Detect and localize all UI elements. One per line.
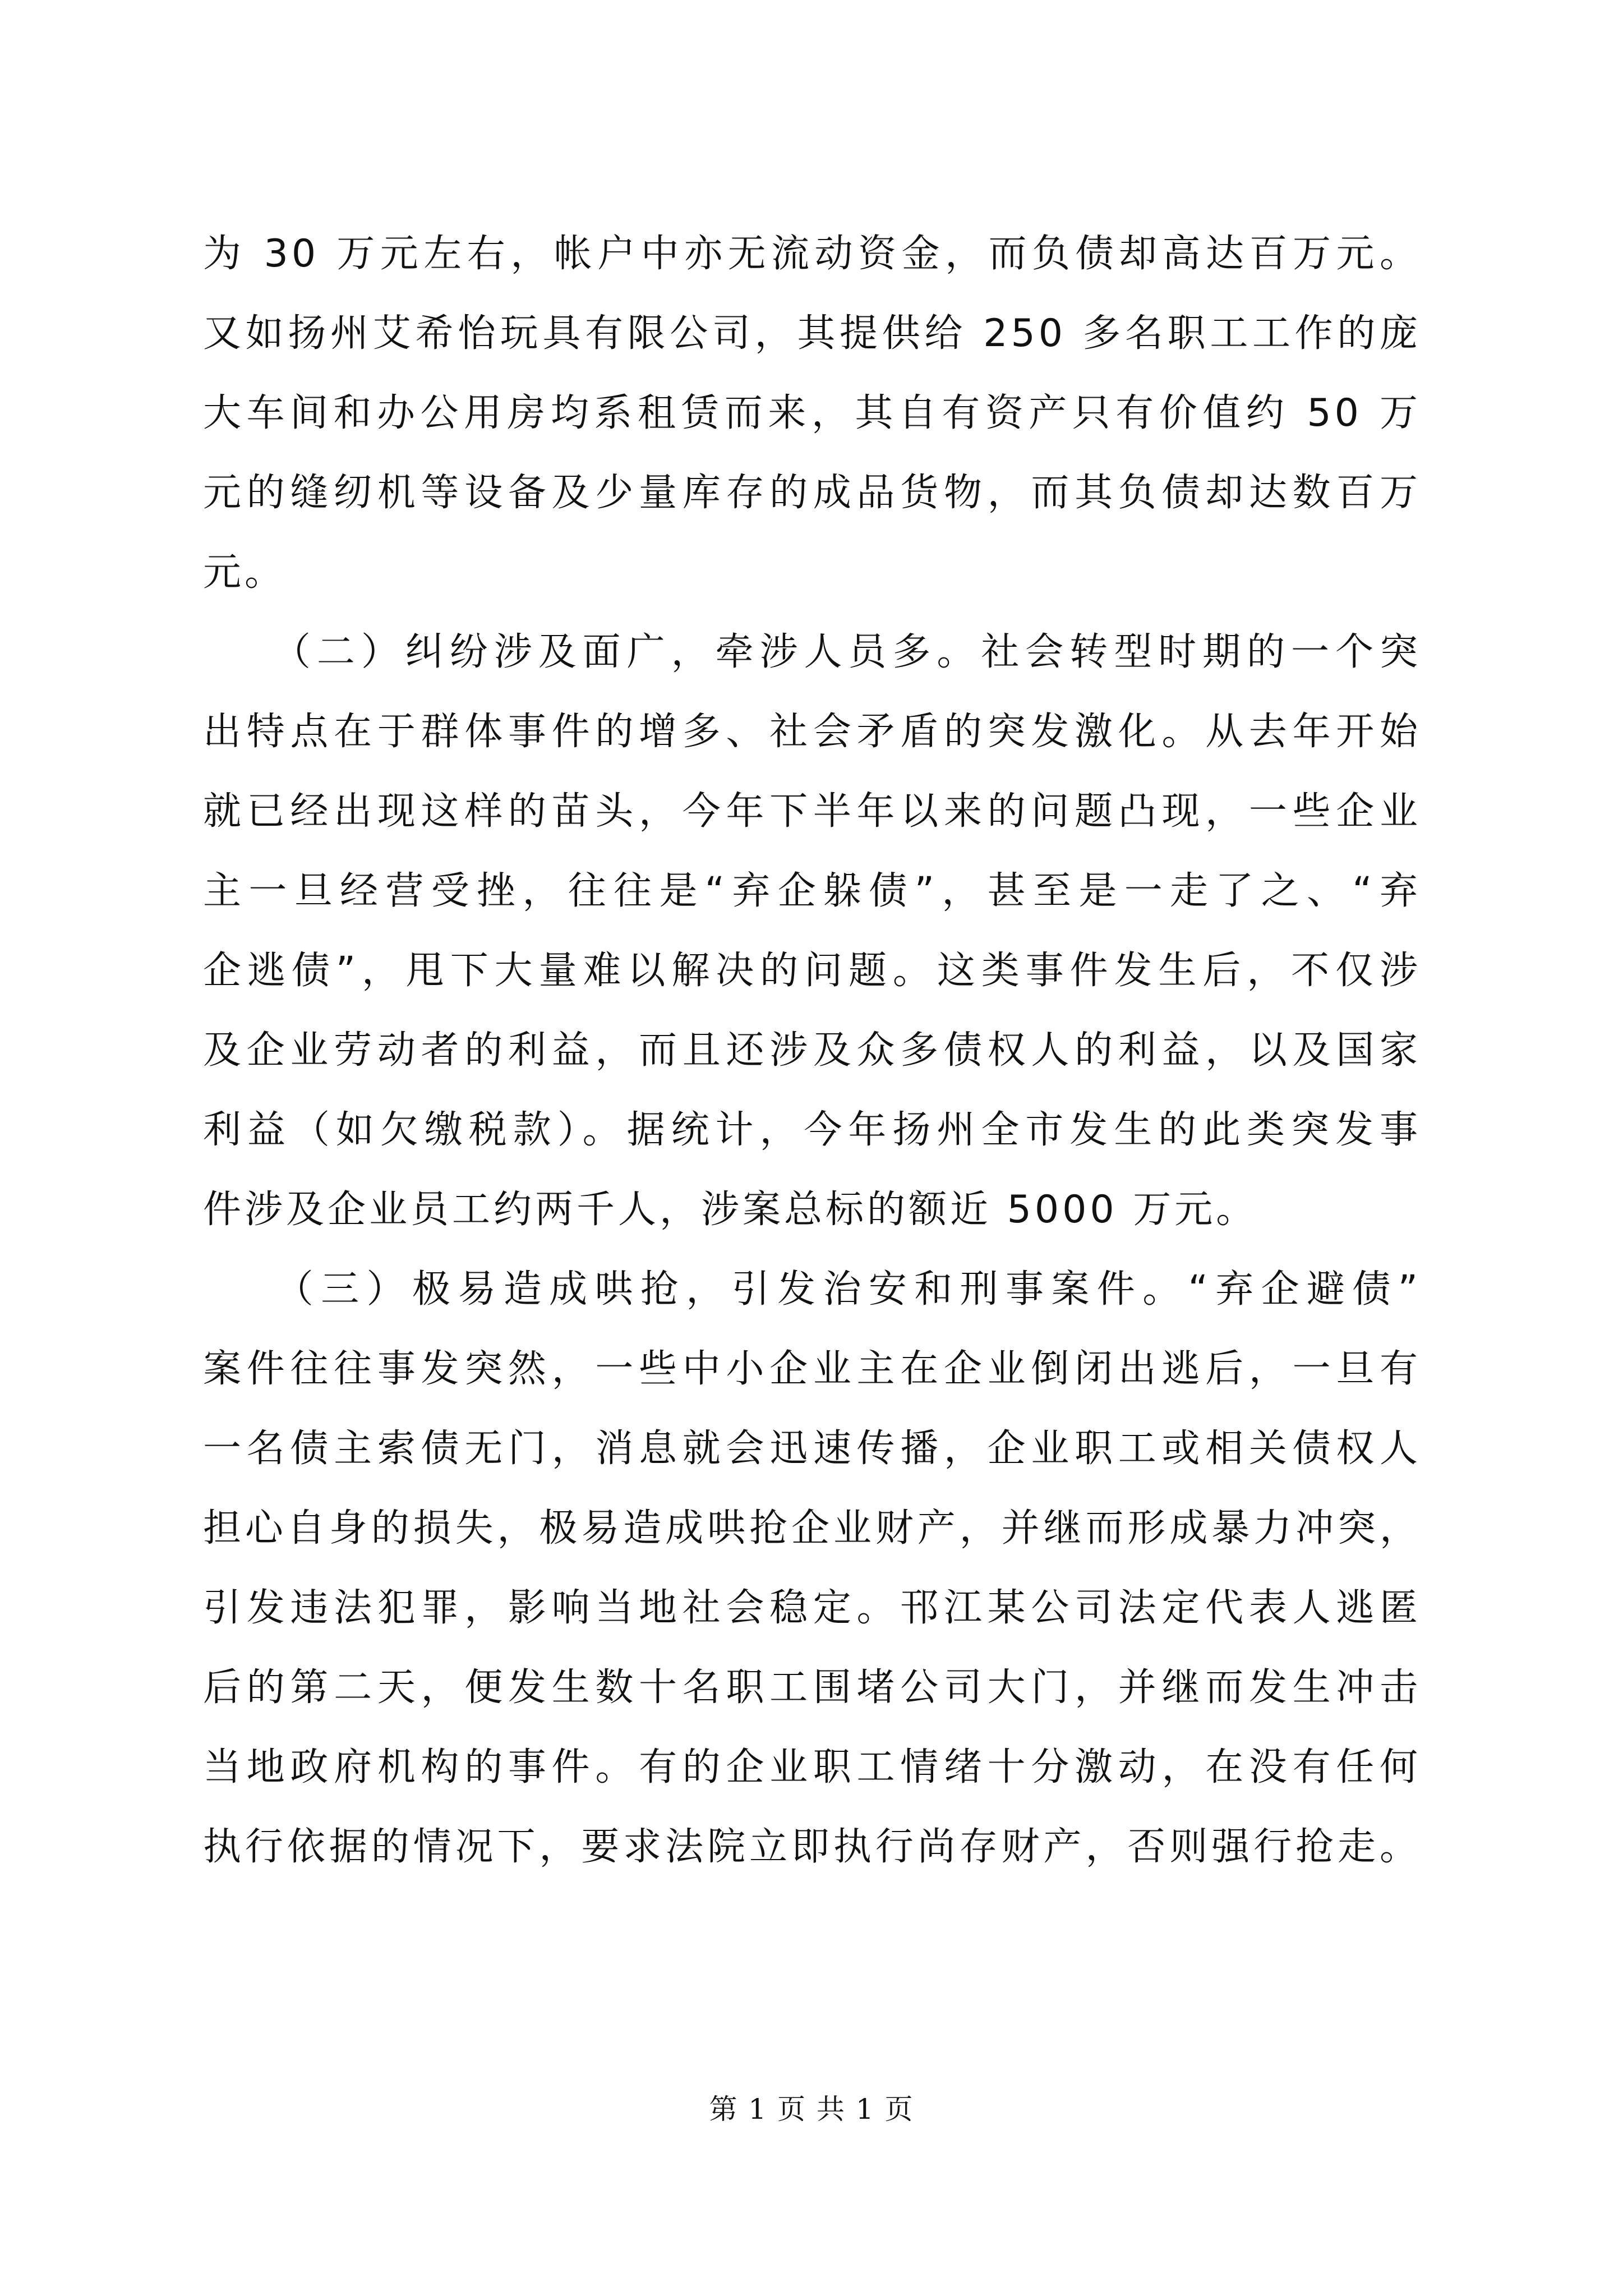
- text-line: 出特点在于群体事件的增多、社会矛盾的突发激化。从去年开始: [203, 710, 1421, 754]
- text-line: 元的缝纫机等设备及少量库存的成品货物，而其负债却达数百万: [203, 471, 1421, 515]
- paragraph-heading-line: （二）纠纷涉及面广，牵涉人员多。社会转型时期的一个突: [203, 630, 1421, 674]
- text-line: 担心自身的损失，极易造成哄抢企业财产，并继而形成暴力冲突，: [203, 1506, 1421, 1550]
- text-line: 件涉及企业员工约两千人，涉案总标的额近 5000 万元。: [203, 1188, 1258, 1232]
- text-line: 当地政府机构的事件。有的企业职工情绪十分激动，在没有任何: [203, 1745, 1421, 1789]
- page-number-footer: 第 1 页 共 1 页: [709, 2093, 914, 2125]
- text-line: 执行依据的情况下，要求法院立即执行尚存财产，否则强行抢走。: [203, 1825, 1421, 1869]
- text-line: 企逃债”，甩下大量难以解决的问题。这类事件发生后，不仅涉: [203, 949, 1421, 993]
- text-line: 主一旦经营受挫，往往是“弃企躲债”，甚至是一走了之、“弃: [203, 869, 1421, 913]
- paragraph-heading-line: （三）极易造成哄抢，引发治安和刑事案件。“弃企避债”: [203, 1267, 1421, 1312]
- text-line: 案件往往事发突然，一些中小企业主在企业倒闭出逃后，一旦有: [203, 1347, 1421, 1391]
- text-line: 元。: [203, 550, 287, 595]
- text-line: 又如扬州艾希怡玩具有限公司，其提供给 250 多名职工工作的庞: [203, 311, 1421, 356]
- text-line: 大车间和办公用房均系租赁而来，其自有资产只有价值约 50 万: [203, 391, 1421, 435]
- text-line: 利益（如欠缴税款）。据统计，今年扬州全市发生的此类突发事: [203, 1108, 1421, 1152]
- text-line: 一名债主索债无门，消息就会迅速传播，企业职工或相关债权人: [203, 1427, 1421, 1471]
- text-line: 后的第二天，便发生数十名职工围堵公司大门，并继而发生冲击: [203, 1665, 1421, 1710]
- document-body: [203, 214, 1421, 1887]
- text-line: 及企业劳动者的利益，而且还涉及众多债权人的利益，以及国家: [203, 1028, 1421, 1073]
- text-line: 为 30 万元左右，帐户中亦无流动资金，而负债却高达百万元。: [203, 232, 1421, 276]
- text-line: 就已经出现这样的苗头，今年下半年以来的问题凸现，一些企业: [203, 789, 1421, 834]
- text-line: 引发违法犯罪，影响当地社会稳定。邗江某公司法定代表人逃匿: [203, 1586, 1421, 1630]
